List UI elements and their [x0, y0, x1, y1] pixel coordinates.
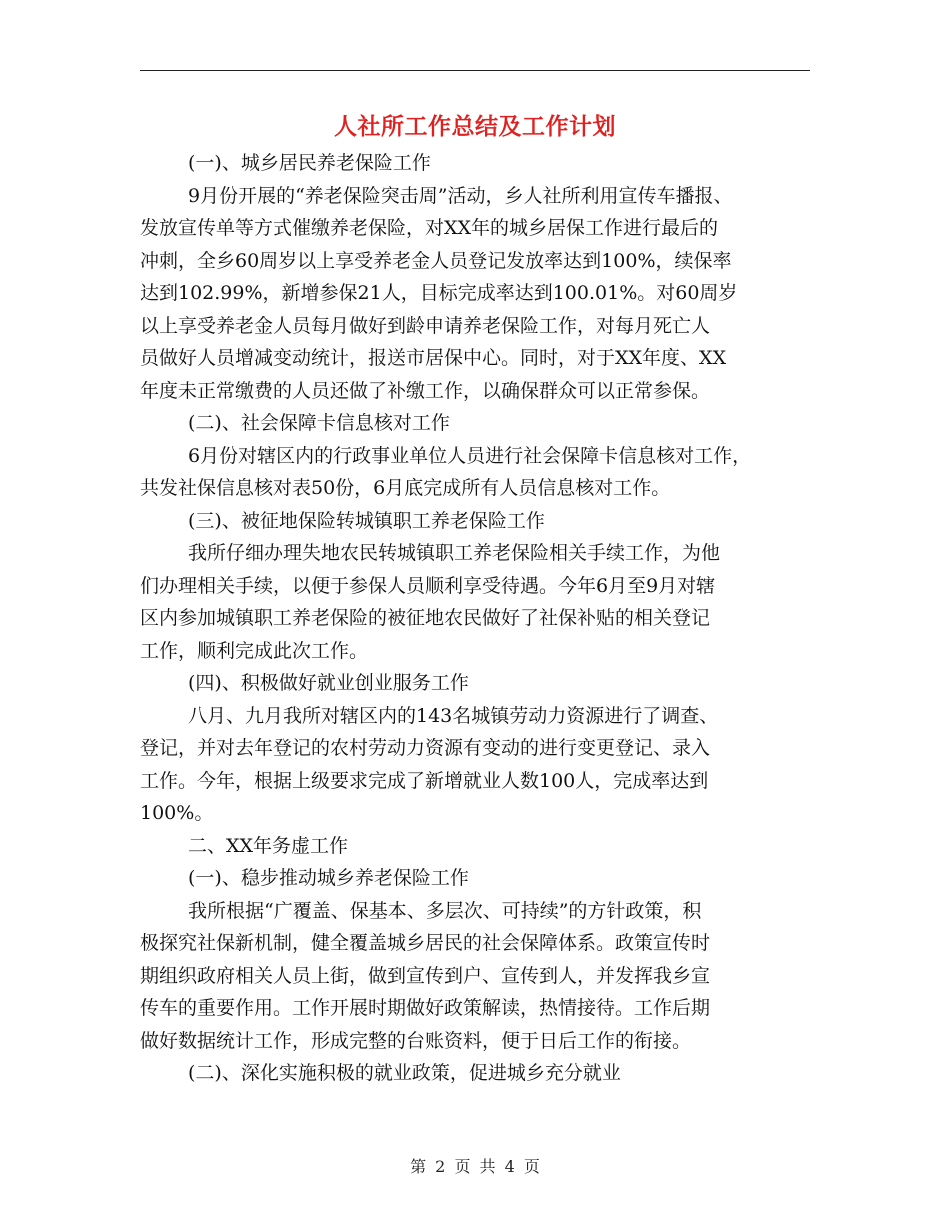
text-line: 冲刺，全乡60周岁以上享受养老金人员登记发放率达到100%，续保率	[140, 249, 732, 272]
header-rule	[140, 70, 810, 71]
text-line: 6月份对辖区内的行政事业单位人员进行社会保障卡信息核对工作，	[188, 444, 752, 467]
text-line: 共发社保信息核对表50份，6月底完成所有人员信息核对工作。	[140, 477, 671, 499]
text-line: 登记，并对去年登记的农村劳动力资源有变动的进行变更登记、录入	[140, 737, 711, 759]
text-line: 100%。	[140, 802, 214, 824]
text-line: 员做好人员增减变动统计，报送市居保中心。同时，对于XX年度、XX	[140, 347, 727, 369]
text-line: 我所仔细办理失地农民转城镇职工养老保险相关手续工作，为他	[188, 542, 721, 564]
text-line: 我所根据“广覆盖、保基本、多层次、可持续”的方针政策，积	[188, 899, 702, 922]
text-line: 二、XX年务虚工作	[188, 834, 349, 857]
text-line: 做好数据统计工作，形成完整的台账资料，便于日后工作的衔接。	[140, 1029, 692, 1052]
text-line: 达到102.99%，新增参保21人，目标完成率达到100.01%。对60周岁	[140, 282, 738, 304]
text-line: 八月、九月我所对辖区内的143名城镇劳动力资源进行了调查、	[188, 704, 719, 727]
text-line: (一)、城乡居民养老保险工作	[188, 152, 431, 174]
text-line: 年度未正常缴费的人员还做了补缴工作，以确保群众可以正常参保。	[140, 379, 711, 402]
text-line: (二)、社会保障卡信息核对工作	[188, 412, 450, 434]
text-line: 9月份开展的“养老保险突击周”活动，乡人社所利用宣传车播报、	[188, 184, 733, 207]
text-line: 以上享受养老金人员每月做好到龄申请养老保险工作，对每月死亡人	[140, 314, 711, 337]
page-footer: 第 2 页 共 4 页	[410, 1157, 540, 1176]
text-line: (一)、稳步推动城乡养老保险工作	[188, 867, 469, 889]
text-line: 工作，顺利完成此次工作。	[140, 639, 369, 662]
text-line: 传车的重要作用。工作开展时期做好政策解读，热情接待。工作后期	[140, 997, 711, 1019]
text-line: 区内参加城镇职工养老保险的被征地农民做好了社保补贴的相关登记	[140, 607, 711, 629]
text-line: 们办理相关手续，以便于参保人员顺利享受待遇。今年6月至9月对辖	[140, 574, 716, 597]
text-line: 发放宣传单等方式催缴养老保险，对XX年的城乡居保工作进行最后的	[140, 217, 719, 239]
document-body	[140, 147, 830, 1090]
text-line: 工作。今年，根据上级要求完成了新增就业人数100人，完成率达到	[140, 769, 709, 792]
text-line: (三)、被征地保险转城镇职工养老保险工作	[188, 509, 545, 532]
text-line: (二)、深化实施积极的就业政策，促进城乡充分就业	[188, 1062, 621, 1084]
text-line: 极探究社保新机制，健全覆盖城乡居民的社会保障体系。政策宣传时	[140, 932, 711, 954]
text-line: (四)、积极做好就业创业服务工作	[188, 672, 469, 694]
document-title: 人社所工作总结及工作计划	[334, 114, 616, 140]
text-line: 期组织政府相关人员上街，做到宣传到户、宣传到人，并发挥我乡宣	[140, 964, 711, 987]
